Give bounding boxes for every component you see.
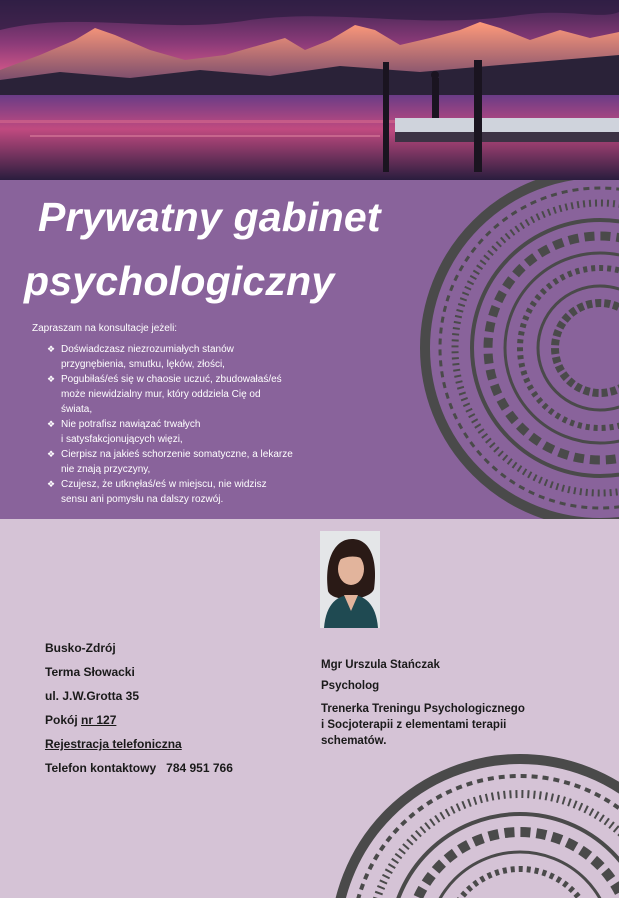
diamond-bullet-icon: ❖ xyxy=(47,344,56,354)
diamond-bullet-icon: ❖ xyxy=(47,374,56,384)
psychologist-qualification: Trenerka Treningu Psychologicznego i Socjoterapii z elementami terapii schematów. xyxy=(321,703,525,747)
address-block xyxy=(45,636,233,780)
address-room: Pokój nr 127 xyxy=(45,713,117,727)
diamond-bullet-icon: ❖ xyxy=(47,419,56,429)
phone-number: 784 951 766 xyxy=(166,761,233,775)
registration-label: Rejestracja telefoniczna xyxy=(45,737,182,751)
header-landscape-photo xyxy=(0,0,619,180)
address-street: ul. J.W.Grotta 35 xyxy=(45,689,140,703)
psychologist-role: Psycholog xyxy=(321,680,380,692)
list-item: ❖ Nie potrafisz nawiązać trwałych i satysfakcjonujących więzi, xyxy=(47,419,201,445)
diamond-bullet-icon: ❖ xyxy=(47,479,56,489)
conditions-list xyxy=(47,342,317,507)
psychologist-info xyxy=(321,659,525,749)
address-city: Busko-Zdrój xyxy=(45,641,116,655)
address-place: Terma Słowacki xyxy=(45,665,135,679)
phone-line: Telefon kontaktowy 784 951 766 xyxy=(45,761,233,775)
list-item: ❖ Pogubiłaś/eś się w chaosie uczuć, zbudowałaś/eś może niewidzialny mur, który oddziela Cię od świata, xyxy=(47,374,282,415)
mandala-decoration-icon xyxy=(320,754,619,898)
mandala-decoration-icon xyxy=(420,180,619,519)
list-item: ❖ Cierpisz na jakieś schorzenie somatyczne, a lekarze nie znają przyczyny, xyxy=(47,449,293,475)
room-number: nr 127 xyxy=(81,713,117,727)
diamond-bullet-icon: ❖ xyxy=(47,449,56,459)
avatar xyxy=(320,531,380,628)
list-item: ❖ Doświadczasz niezrozumiałych stanów przygnębienia, smutku, lęków, złości, xyxy=(47,344,234,370)
title-line-2: psychologiczny xyxy=(24,258,335,304)
contact-section xyxy=(0,519,619,898)
psychologist-name: Mgr Urszula Stańczak xyxy=(321,659,440,671)
intro-section xyxy=(0,180,619,519)
title-line-1: Prywatny gabinet xyxy=(38,194,381,240)
intro-text: Zapraszam na konsultacje jeżeli: xyxy=(32,323,178,334)
list-item: ❖ Czujesz, że utknęłaś/eś w miejscu, nie widzisz sensu ani pomysłu na dalszy rozwój. xyxy=(47,479,267,505)
